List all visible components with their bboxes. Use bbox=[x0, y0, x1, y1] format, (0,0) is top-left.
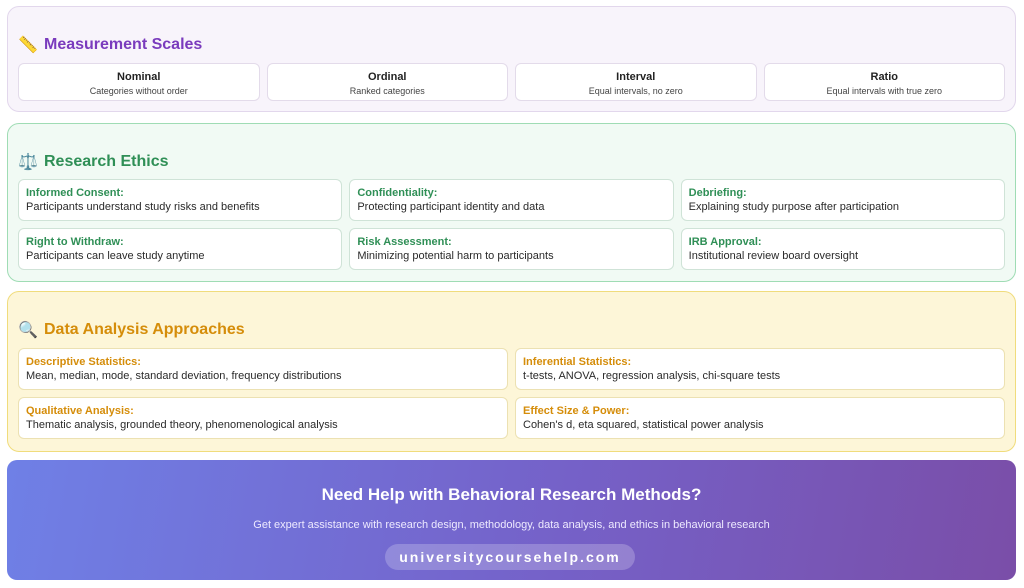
analysis-text: Thematic analysis, grounded theory, phenomenological analysis bbox=[26, 419, 338, 431]
help-banner-subtitle: Get expert assistance with research design, methodology, data analysis, and ethics in behavioral research bbox=[253, 519, 770, 531]
scale-card-nominal bbox=[18, 63, 260, 101]
website-link-button[interactable]: universitycoursehelp.com bbox=[385, 544, 635, 570]
analysis-text: t-tests, ANOVA, regression analysis, chi-square tests bbox=[523, 370, 781, 382]
analysis-card-inferential bbox=[515, 348, 1005, 390]
analysis-text: Mean, median, mode, standard deviation, frequency distributions bbox=[26, 370, 342, 382]
ethics-label: Confidentiality: bbox=[357, 187, 438, 199]
ethics-label: Debriefing: bbox=[688, 187, 747, 199]
scale-card-ratio bbox=[764, 63, 1006, 101]
balance-scale-icon: ⚖️ bbox=[18, 152, 38, 171]
measurement-scales-section bbox=[7, 6, 1016, 112]
scale-description: Categories without order bbox=[89, 86, 188, 96]
ethics-card-right-to-withdraw bbox=[18, 228, 342, 270]
ethics-label: Right to Withdraw: bbox=[26, 236, 124, 248]
scale-name: Ratio bbox=[870, 71, 898, 83]
ethics-text: Participants can leave study anytime bbox=[26, 250, 205, 262]
data-analysis-heading bbox=[18, 320, 245, 339]
scale-cards bbox=[18, 63, 1005, 101]
data-analysis-section bbox=[7, 291, 1016, 452]
analysis-label: Effect Size & Power: bbox=[523, 405, 630, 417]
analysis-card-effect-size bbox=[515, 397, 1005, 439]
analysis-text: Cohen's d, eta squared, statistical power analysis bbox=[523, 419, 764, 431]
ethics-text: Explaining study purpose after participation bbox=[688, 201, 900, 213]
research-ethics-heading bbox=[18, 152, 169, 171]
ethics-text: Minimizing potential harm to participants bbox=[357, 250, 554, 262]
measurement-scales-title: Measurement Scales bbox=[44, 35, 203, 53]
data-analysis-title: Data Analysis Approaches bbox=[44, 320, 245, 338]
ethics-label: Informed Consent: bbox=[26, 187, 124, 199]
analysis-label: Inferential Statistics: bbox=[523, 356, 632, 368]
analysis-label: Qualitative Analysis: bbox=[26, 405, 134, 417]
ethics-card-irb-approval bbox=[681, 228, 1005, 270]
ethics-card-informed-consent bbox=[18, 179, 342, 221]
scale-card-ordinal bbox=[267, 63, 509, 101]
research-ethics-title: Research Ethics bbox=[44, 152, 169, 170]
ethics-card-debriefing bbox=[681, 179, 1005, 221]
ethics-text: Protecting participant identity and data bbox=[357, 201, 545, 213]
ethics-card-risk-assessment bbox=[349, 228, 673, 270]
ruler-icon: 📏 bbox=[18, 35, 38, 54]
ethics-label: Risk Assessment: bbox=[357, 236, 452, 248]
scale-name: Nominal bbox=[117, 71, 161, 83]
magnifying-glass-icon: 🔍 bbox=[18, 320, 38, 339]
scale-name: Interval bbox=[616, 71, 656, 83]
scale-description: Equal intervals, no zero bbox=[588, 86, 683, 96]
measurement-scales-heading bbox=[18, 35, 202, 54]
ethics-card-confidentiality bbox=[349, 179, 673, 221]
ethics-text: Participants understand study risks and benefits bbox=[26, 201, 260, 213]
analysis-label: Descriptive Statistics: bbox=[26, 356, 141, 368]
scale-card-interval bbox=[515, 63, 757, 101]
scale-description: Equal intervals with true zero bbox=[826, 86, 943, 96]
analysis-card-descriptive bbox=[18, 348, 508, 390]
ethics-label: IRB Approval: bbox=[688, 236, 762, 248]
scale-name: Ordinal bbox=[367, 71, 407, 83]
scale-description: Ranked categories bbox=[349, 86, 425, 96]
research-ethics-section bbox=[7, 123, 1016, 282]
ethics-cards bbox=[18, 179, 1005, 270]
ethics-text: Institutional review board oversight bbox=[688, 250, 859, 262]
analysis-card-qualitative bbox=[18, 397, 508, 439]
analysis-cards bbox=[18, 348, 1005, 439]
help-banner-title: Need Help with Behavioral Research Methods? bbox=[321, 485, 702, 504]
help-banner bbox=[7, 460, 1016, 580]
